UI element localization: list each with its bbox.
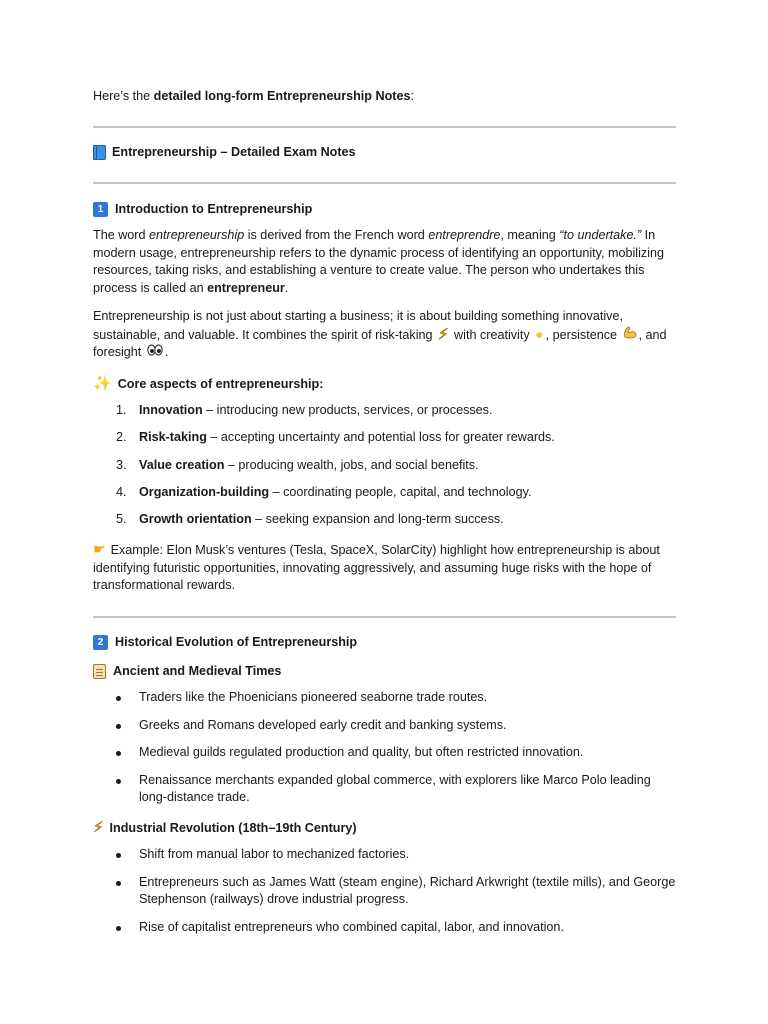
paragraph-definition: The word entrepreneurship is derived from the French word entreprendre, meaning “to undertake.” In modern usage, entrepreneurship refers to the dynamic process of identifying an opportunity, mobilizing resources, taking risks, and establishing a venture to create value. The person who undertakes this process is called an entrepreneur. bbox=[93, 228, 664, 295]
core-aspects-list bbox=[93, 402, 676, 538]
section-heading-1: 1 Introduction to Entrepreneurship bbox=[93, 200, 312, 218]
blue-book-icon bbox=[93, 145, 106, 160]
list-item: 5. Growth orientation – seeking expansion and long-term success. bbox=[116, 512, 504, 527]
divider bbox=[93, 126, 676, 128]
list-item: 2. Risk-taking – accepting uncertainty and potential loss for greater rewards. bbox=[116, 430, 555, 445]
intro-bold: detailed long-form Entrepreneurship Notes bbox=[153, 89, 411, 103]
high-voltage-icon: ⚡ bbox=[438, 325, 449, 343]
scroll-icon bbox=[93, 664, 106, 679]
list-item: 4. Organization-building – coordinating people, capital, and technology. bbox=[116, 484, 532, 499]
list-item: Rise of capitalist entrepreneurs who combined capital, labor, and innovation. bbox=[93, 919, 676, 937]
list-item: Renaissance merchants expanded global commerce, with explorers like Marco Polo leading long-distance trade. bbox=[93, 772, 676, 807]
eyes-icon bbox=[147, 344, 163, 362]
list-item: Shift from manual labor to mechanized factories. bbox=[93, 846, 676, 864]
list-item: Entrepreneurs such as James Watt (steam engine), Richard Arkwright (textile mills), and George Stephenson (railways) drove industrial progress. bbox=[93, 874, 676, 909]
list-item: Medieval guilds regulated production and quality, but often restricted innovation. bbox=[93, 744, 676, 762]
doc-title: Entrepreneurship – Detailed Exam Notes bbox=[93, 143, 356, 161]
list-item: 3. Value creation – producing wealth, jobs, and social benefits. bbox=[116, 457, 479, 472]
intro-line: Here’s the detailed long-form Entrepreneurship Notes: bbox=[93, 89, 414, 103]
divider bbox=[93, 616, 676, 618]
industrial-heading: ⚡ Industrial Revolution (18th–19th Century) bbox=[93, 819, 357, 836]
paragraph-overview: Entrepreneurship is not just about starting a business; it is about building something innovative, sustainable, and valuable. It combines the spirit of risk-taking ⚡ with creativity ● , persistence , and foresight . bbox=[93, 308, 676, 362]
industrial-list bbox=[93, 846, 676, 946]
list-item: 1. Innovation – introducing new products, services, or processes. bbox=[116, 403, 493, 417]
ancient-heading: Ancient and Medieval Times bbox=[93, 662, 281, 680]
section-heading-2: 2 Historical Evolution of Entrepreneurship bbox=[93, 633, 357, 651]
example-paragraph: ☛ Example: Elon Musk’s ventures (Tesla, SpaceX, SolarCity) highlight how entrepreneurship is about identifying futuristic opportunities, innovating aggressively, and assuming huge risks with the hope of transformational rewards. bbox=[93, 541, 660, 592]
pointing-hand-icon: ☛ bbox=[93, 541, 106, 557]
keycap-number-icon: 2 bbox=[93, 635, 108, 650]
ancient-list bbox=[93, 689, 676, 817]
sparkles-icon: ✨ bbox=[93, 375, 112, 392]
light-bulb-icon: ● bbox=[535, 325, 544, 342]
list-item: Greeks and Romans developed early credit and banking systems. bbox=[93, 717, 676, 735]
divider bbox=[93, 182, 676, 184]
core-aspects-heading: ✨ Core aspects of entrepreneurship: bbox=[93, 375, 324, 392]
list-item: Traders like the Phoenicians pioneered seaborne trade routes. bbox=[93, 689, 676, 707]
flexed-biceps-icon bbox=[623, 326, 637, 345]
high-voltage-icon: ⚡ bbox=[93, 819, 104, 836]
keycap-number-icon: 1 bbox=[93, 202, 108, 217]
